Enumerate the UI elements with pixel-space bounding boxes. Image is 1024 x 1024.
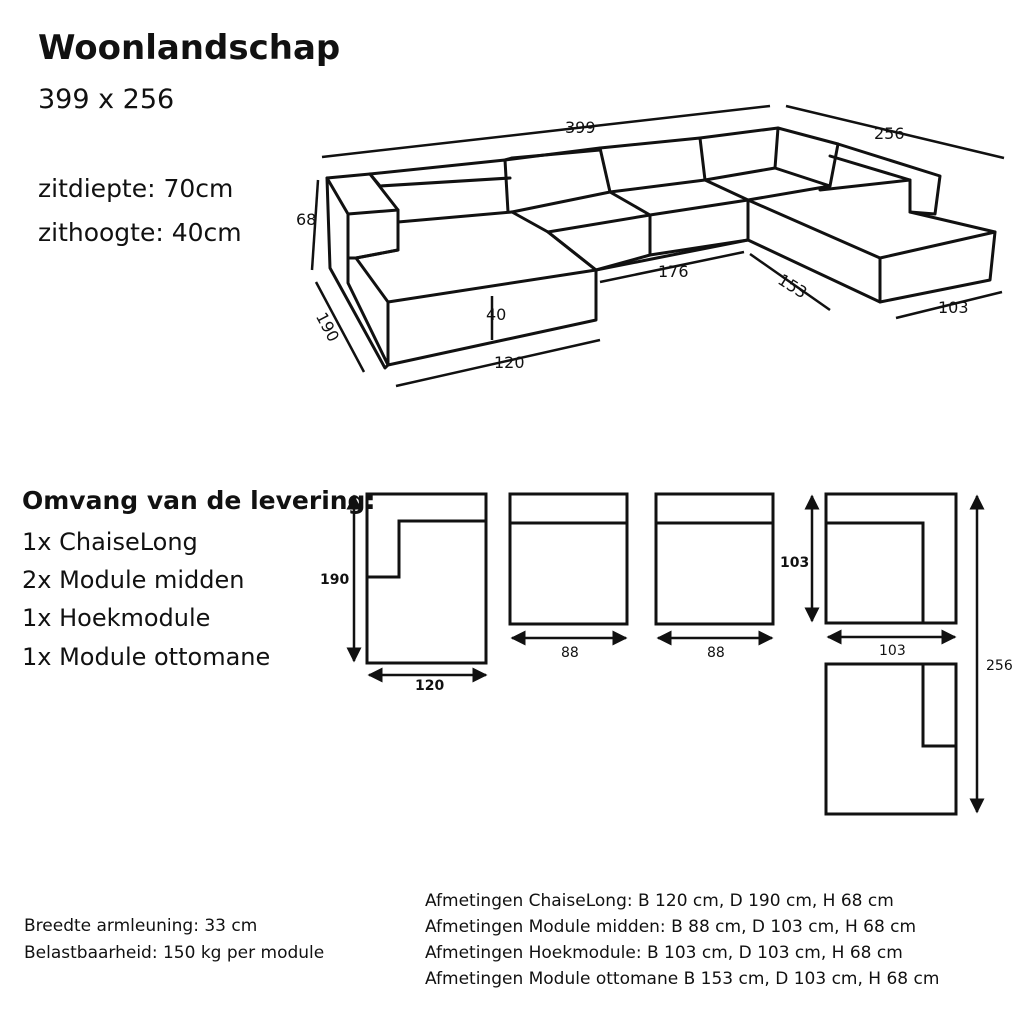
plan-label-120: 120 — [415, 678, 445, 694]
dim-label-68: 68 — [296, 210, 317, 229]
middle-module-2-plan — [656, 494, 773, 624]
plan-label-103-depth: 103 — [780, 555, 810, 571]
corner-module-plan — [826, 494, 956, 623]
dimension-line: Afmetingen Module midden: B 88 cm, D 103 cm, H 68 cm — [425, 917, 917, 937]
delivery-item: 2x Module midden — [22, 566, 245, 594]
dim-label-176: 176 — [658, 262, 689, 281]
dim-label-40: 40 — [486, 305, 507, 324]
chaise-long-plan — [367, 494, 486, 663]
dimension-line: Afmetingen Hoekmodule: B 103 cm, D 103 cm, H 68 cm — [425, 943, 903, 963]
delivery-heading: Omvang van de levering: — [22, 486, 376, 515]
page-title: Woonlandschap — [38, 28, 341, 68]
plan-label-103-width: 103 — [879, 643, 906, 659]
ottoman-module-plan — [826, 664, 956, 814]
sofa-outline — [327, 128, 995, 368]
dim-label-256: 256 — [874, 124, 905, 143]
plan-label-88-b: 88 — [707, 645, 725, 661]
dim-label-399: 399 — [565, 118, 596, 137]
dim-label-120: 120 — [494, 353, 525, 372]
plan-label-88-a: 88 — [561, 645, 579, 661]
dim-label-190: 190 — [312, 309, 344, 345]
module-plan-drawings — [0, 470, 1024, 830]
delivery-item: 1x ChaiseLong — [22, 528, 198, 556]
delivery-item: 1x Module ottomane — [22, 643, 271, 671]
dim-label-153: 153 — [774, 270, 811, 303]
middle-module-1-plan — [510, 494, 627, 624]
plan-label-190: 190 — [320, 572, 350, 588]
plan-label-256: 256 — [986, 658, 1013, 674]
dimension-lines — [312, 106, 1004, 386]
overall-size: 399 x 256 — [38, 84, 175, 115]
seat-depth-spec: zitdiepte: 70cm — [38, 174, 234, 203]
dim-label-103: 103 — [938, 298, 969, 317]
sofa-perspective-drawing — [0, 0, 1024, 420]
load-capacity: Belastbaarheid: 150 kg per module — [24, 943, 325, 963]
dimension-line: Afmetingen ChaiseLong: B 120 cm, D 190 cm, H 68 cm — [425, 891, 894, 911]
dimension-line: Afmetingen Module ottomane B 153 cm, D 103 cm, H 68 cm — [425, 969, 940, 989]
seat-height-spec: zithoogte: 40cm — [38, 218, 242, 247]
delivery-item: 1x Hoekmodule — [22, 604, 211, 632]
armrest-width: Breedte armleuning: 33 cm — [24, 916, 258, 936]
